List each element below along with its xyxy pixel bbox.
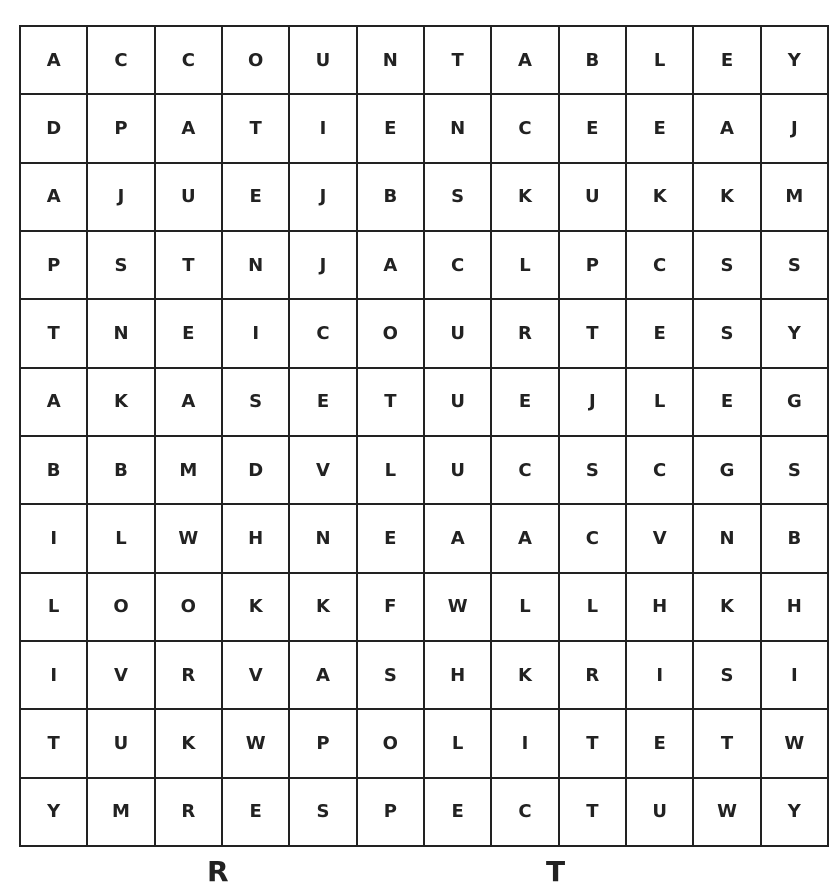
grid-cell[interactable]: O: [358, 710, 425, 778]
grid-cell[interactable]: R: [156, 779, 223, 847]
grid-cell[interactable]: S: [694, 232, 761, 300]
grid-cell[interactable]: E: [290, 369, 357, 437]
grid-cell[interactable]: T: [223, 95, 290, 163]
grid-cell[interactable]: S: [694, 642, 761, 710]
grid-cell[interactable]: I: [492, 710, 559, 778]
grid-cell[interactable]: T: [358, 369, 425, 437]
grid-cell[interactable]: K: [694, 574, 761, 642]
grid-cell[interactable]: E: [627, 300, 694, 368]
grid-cell[interactable]: D: [21, 95, 88, 163]
grid-cell[interactable]: T: [694, 710, 761, 778]
grid-cell[interactable]: R: [560, 642, 627, 710]
grid-cell[interactable]: E: [694, 27, 761, 95]
grid-cell[interactable]: A: [156, 369, 223, 437]
grid-cell[interactable]: Y: [762, 27, 829, 95]
grid-cell[interactable]: H: [425, 642, 492, 710]
grid-cell[interactable]: R: [492, 300, 559, 368]
grid-cell[interactable]: A: [694, 95, 761, 163]
grid-cell[interactable]: B: [21, 437, 88, 505]
grid-cell[interactable]: H: [762, 574, 829, 642]
grid-cell[interactable]: K: [492, 164, 559, 232]
grid-cell[interactable]: P: [88, 95, 155, 163]
grid-cell[interactable]: C: [560, 505, 627, 573]
grid-cell[interactable]: A: [156, 95, 223, 163]
grid-cell[interactable]: N: [358, 27, 425, 95]
grid-cell[interactable]: C: [156, 27, 223, 95]
grid-cell[interactable]: B: [762, 505, 829, 573]
grid-cell[interactable]: A: [21, 27, 88, 95]
grid-cell[interactable]: B: [88, 437, 155, 505]
grid-cell[interactable]: E: [223, 164, 290, 232]
grid-cell[interactable]: E: [627, 95, 694, 163]
grid-cell[interactable]: L: [21, 574, 88, 642]
grid-cell[interactable]: M: [762, 164, 829, 232]
grid-cell[interactable]: V: [223, 642, 290, 710]
grid-cell[interactable]: W: [223, 710, 290, 778]
word-list-footer: [0, 855, 839, 888]
grid-cell[interactable]: K: [223, 574, 290, 642]
grid-cell[interactable]: U: [425, 437, 492, 505]
grid-cell[interactable]: U: [290, 27, 357, 95]
grid-cell[interactable]: N: [290, 505, 357, 573]
grid-cell[interactable]: B: [560, 27, 627, 95]
grid-cell[interactable]: O: [223, 27, 290, 95]
grid-cell[interactable]: T: [21, 710, 88, 778]
grid-cell[interactable]: S: [694, 300, 761, 368]
grid-cell[interactable]: N: [694, 505, 761, 573]
grid-cell[interactable]: T: [560, 710, 627, 778]
grid-cell[interactable]: A: [358, 232, 425, 300]
grid-cell[interactable]: Y: [762, 779, 829, 847]
grid-cell[interactable]: O: [156, 574, 223, 642]
grid-cell[interactable]: V: [88, 642, 155, 710]
grid-cell[interactable]: T: [156, 232, 223, 300]
grid-cell[interactable]: W: [694, 779, 761, 847]
grid-cell[interactable]: U: [425, 369, 492, 437]
grid-cell[interactable]: S: [762, 232, 829, 300]
grid-cell[interactable]: Y: [762, 300, 829, 368]
grid-cell[interactable]: P: [21, 232, 88, 300]
grid-cell[interactable]: E: [223, 779, 290, 847]
grid-cell[interactable]: N: [223, 232, 290, 300]
grid-cell[interactable]: J: [290, 232, 357, 300]
grid-cell[interactable]: U: [627, 779, 694, 847]
grid-cell[interactable]: M: [156, 437, 223, 505]
grid-cell[interactable]: U: [560, 164, 627, 232]
grid-cell[interactable]: P: [290, 710, 357, 778]
grid-cell[interactable]: E: [694, 369, 761, 437]
grid-cell[interactable]: E: [492, 369, 559, 437]
grid-cell[interactable]: E: [358, 95, 425, 163]
grid-cell[interactable]: J: [290, 164, 357, 232]
grid-cell[interactable]: L: [627, 27, 694, 95]
grid-cell[interactable]: C: [492, 437, 559, 505]
grid-cell[interactable]: A: [21, 369, 88, 437]
grid-cell[interactable]: L: [492, 574, 559, 642]
grid-cell[interactable]: I: [223, 300, 290, 368]
grid-cell[interactable]: K: [88, 369, 155, 437]
grid-cell[interactable]: C: [627, 232, 694, 300]
grid-cell[interactable]: Y: [21, 779, 88, 847]
grid-cell[interactable]: K: [492, 642, 559, 710]
grid-cell[interactable]: S: [290, 779, 357, 847]
grid-cell[interactable]: I: [627, 642, 694, 710]
grid-cell[interactable]: S: [762, 437, 829, 505]
grid-cell[interactable]: I: [762, 642, 829, 710]
grid-cell[interactable]: L: [358, 437, 425, 505]
grid-cell[interactable]: C: [492, 95, 559, 163]
grid-cell[interactable]: G: [762, 369, 829, 437]
grid-cell[interactable]: C: [290, 300, 357, 368]
grid-cell[interactable]: T: [21, 300, 88, 368]
grid-cell[interactable]: T: [560, 300, 627, 368]
grid-cell[interactable]: C: [425, 232, 492, 300]
grid-cell[interactable]: E: [358, 505, 425, 573]
grid-cell[interactable]: O: [358, 300, 425, 368]
grid-cell[interactable]: T: [560, 779, 627, 847]
grid-cell[interactable]: L: [627, 369, 694, 437]
grid-cell[interactable]: S: [560, 437, 627, 505]
grid-cell[interactable]: V: [290, 437, 357, 505]
grid-cell[interactable]: L: [560, 574, 627, 642]
grid-cell[interactable]: K: [694, 164, 761, 232]
grid-cell[interactable]: S: [358, 642, 425, 710]
grid-cell[interactable]: P: [358, 779, 425, 847]
grid-cell[interactable]: N: [88, 300, 155, 368]
grid-cell[interactable]: T: [425, 27, 492, 95]
grid-cell[interactable]: K: [290, 574, 357, 642]
grid-cell[interactable]: A: [21, 164, 88, 232]
grid-cell[interactable]: H: [223, 505, 290, 573]
grid-cell[interactable]: W: [425, 574, 492, 642]
grid-cell[interactable]: N: [425, 95, 492, 163]
grid-cell[interactable]: L: [492, 232, 559, 300]
grid-cell[interactable]: S: [223, 369, 290, 437]
grid-cell[interactable]: D: [223, 437, 290, 505]
grid-cell[interactable]: A: [492, 505, 559, 573]
grid-cell[interactable]: J: [560, 369, 627, 437]
grid-cell[interactable]: E: [156, 300, 223, 368]
grid-cell[interactable]: B: [358, 164, 425, 232]
word-list-item: R: [207, 855, 229, 888]
grid-cell[interactable]: J: [762, 95, 829, 163]
grid-cell[interactable]: H: [627, 574, 694, 642]
grid-cell[interactable]: R: [156, 642, 223, 710]
grid-cell[interactable]: L: [425, 710, 492, 778]
grid-cell[interactable]: C: [627, 437, 694, 505]
grid-cell[interactable]: I: [21, 642, 88, 710]
grid-cell[interactable]: C: [492, 779, 559, 847]
grid-cell[interactable]: E: [425, 779, 492, 847]
grid-cell[interactable]: P: [560, 232, 627, 300]
word-search-grid: [19, 25, 829, 847]
grid-cell[interactable]: U: [88, 710, 155, 778]
grid-cell[interactable]: U: [425, 300, 492, 368]
grid-cell[interactable]: M: [88, 779, 155, 847]
grid-cell[interactable]: C: [88, 27, 155, 95]
grid-cell[interactable]: I: [21, 505, 88, 573]
grid-cell[interactable]: U: [156, 164, 223, 232]
grid-cell[interactable]: G: [694, 437, 761, 505]
grid-cell[interactable]: V: [627, 505, 694, 573]
grid-cell[interactable]: A: [492, 27, 559, 95]
grid-cell[interactable]: W: [762, 710, 829, 778]
grid-cell[interactable]: A: [425, 505, 492, 573]
grid-cell[interactable]: S: [425, 164, 492, 232]
grid-cell[interactable]: K: [156, 710, 223, 778]
grid-cell[interactable]: K: [627, 164, 694, 232]
grid-cell[interactable]: E: [560, 95, 627, 163]
word-list-item: T: [546, 855, 566, 888]
grid-cell[interactable]: F: [358, 574, 425, 642]
grid-cell[interactable]: S: [88, 232, 155, 300]
grid-cell[interactable]: W: [156, 505, 223, 573]
grid-cell[interactable]: J: [88, 164, 155, 232]
grid-cell[interactable]: E: [627, 710, 694, 778]
grid-cell[interactable]: I: [290, 95, 357, 163]
grid-cell[interactable]: L: [88, 505, 155, 573]
grid-cell[interactable]: O: [88, 574, 155, 642]
grid-cell[interactable]: A: [290, 642, 357, 710]
